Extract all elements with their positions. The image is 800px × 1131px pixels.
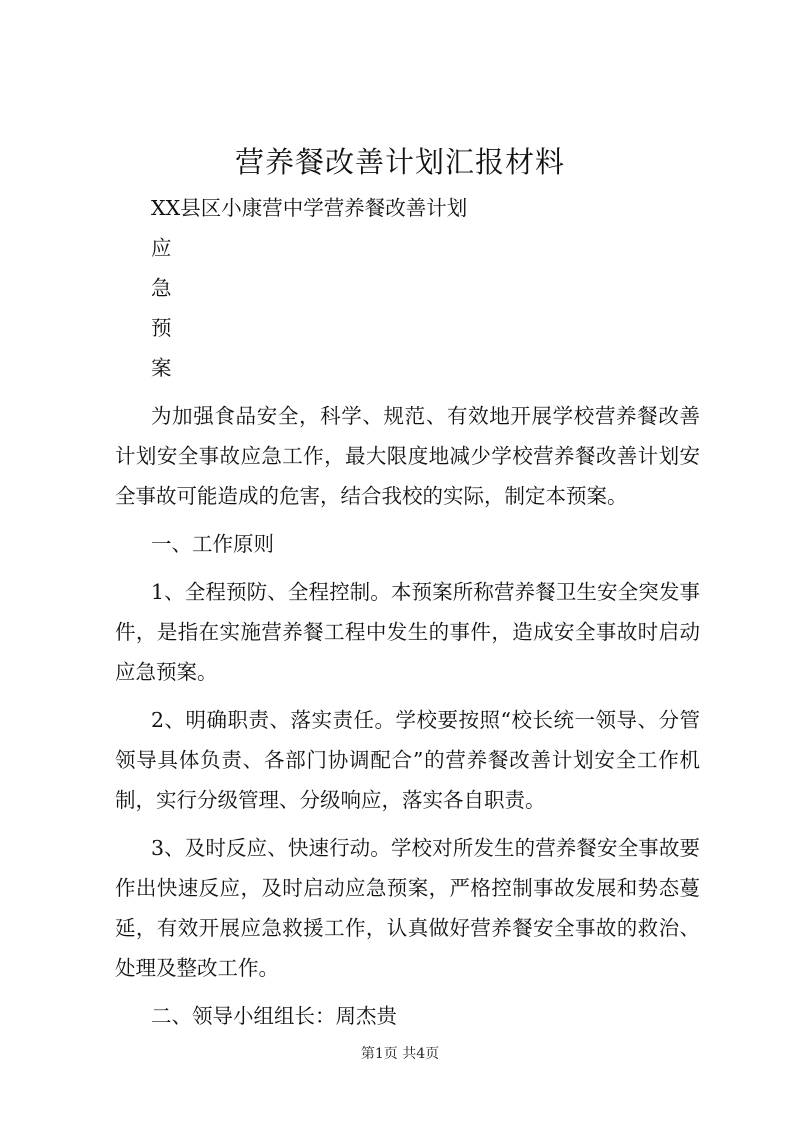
document-subtitle: XX县区小康营中学营养餐改善计划 <box>151 196 468 220</box>
vertical-char: 应 <box>151 236 172 260</box>
document-body <box>115 188 700 1036</box>
section-heading-principles: 一、工作原则 <box>151 532 274 556</box>
principle-paragraph-2: 2、明确职责、落实责任。学校要按照“校长统一领导、分管领导具体负责、各部门协调配合”的营养餐改善计划安全工作机制，实行分级管理、分级响应，落实各自职责。 <box>115 708 700 812</box>
principle-paragraph-1: 1、全程预防、全程控制。本预案所称营养餐卫生安全突发事件，是指在实施营养餐工程中发生的事件，造成安全事故时启动应急预案。 <box>115 580 700 684</box>
vertical-char: 案 <box>151 356 172 380</box>
document-title: 营养餐改善计划汇报材料 <box>234 145 565 179</box>
page-footer: 第1页 共4页 <box>360 1046 440 1062</box>
intro-paragraph: 为加强食品安全，科学、规范、有效地开展学校营养餐改善计划安全事故应急工作，最大限度地减少学校营养餐改善计划安全事故可能造成的危害，结合我校的实际，制定本预案。 <box>115 404 700 508</box>
vertical-char: 预 <box>151 316 172 340</box>
section-heading-leadership: 二、领导小组组长：周杰贵 <box>151 1004 397 1028</box>
vertical-char: 急 <box>151 276 172 300</box>
principle-paragraph-3: 3、及时反应、快速行动。学校对所发生的营养餐安全事故要作出快速反应，及时启动应急预案，严格控制事故发展和势态蔓延，有效开展应急救援工作，认真做好营养餐安全事故的救治、处理及整改工作。 <box>115 836 700 980</box>
